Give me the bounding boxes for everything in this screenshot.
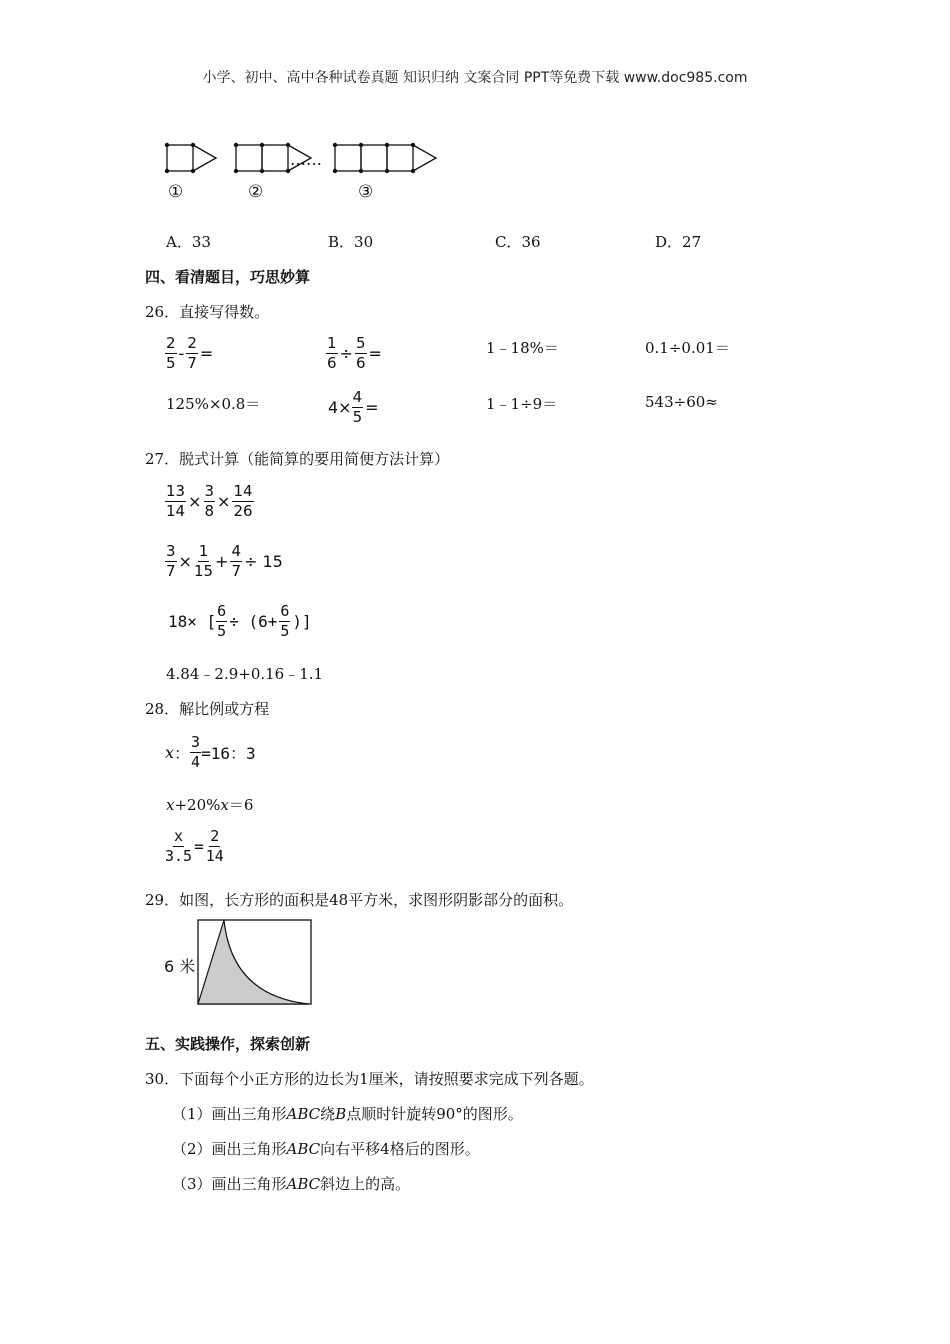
q27-expr-3: 18× [ $\frac{6}{5}$ ÷ (6+ $\frac{6}{5}$ )] xyxy=(168,602,312,640)
pattern-1-arrow xyxy=(193,145,216,171)
option-c: C．36 xyxy=(495,233,541,251)
pattern-label-2: ② xyxy=(248,182,264,202)
pattern-1-square xyxy=(167,145,193,171)
q26-expr-2: $\frac{1}{6}$ ÷ $\frac{5}{6}$ = xyxy=(327,334,382,372)
house-pattern-figure xyxy=(150,132,490,207)
option-b: B．30 xyxy=(328,233,374,251)
q30-title: 30．下面每个小正方形的边长为1厘米，请按照要求完成下列各题。 xyxy=(145,1070,594,1088)
q26-expr-1: $\frac{2}{5}$ - $\frac{2}{7}$ = xyxy=(166,334,214,372)
q28-expr-3: $\frac{x}{3.5}$ = $\frac{2}{14}$ xyxy=(165,827,224,865)
q30-item-2: （2）画出三角形ABC向右平移4格后的图形。 xyxy=(172,1140,480,1158)
q30-item-3: （3）画出三角形ABC斜边上的高。 xyxy=(172,1175,411,1193)
page-header: 小学、初中、高中各种试卷真题 知识归纳 文案合同 PPT等免费下载 www.doc985.com xyxy=(202,70,748,86)
q26-expr-3: 1﹣18%＝ xyxy=(486,339,559,357)
pattern-3-arrow xyxy=(413,145,436,171)
q26-expr-6: 4× $\frac{4}{5}$ = xyxy=(328,388,379,426)
option-a: A．33 xyxy=(166,233,211,251)
q30-item-1: （1）画出三角形ABC绕B点顺时针旋转90°的图形。 xyxy=(172,1105,523,1123)
q28-expr-2: x+20%x＝6 xyxy=(166,796,254,814)
q26-expr-5: 125%×0.8＝ xyxy=(166,395,261,413)
q27-title: 27．脱式计算（能简算的要用简便方法计算） xyxy=(145,450,450,468)
option-d: D．27 xyxy=(655,233,702,251)
q26-title: 26．直接写得数。 xyxy=(145,303,270,321)
q26-expr-4: 0.1÷0.01＝ xyxy=(645,339,730,357)
q27-expr-4: 4.84﹣2.9+0.16﹣1.1 xyxy=(166,665,324,683)
q29-side-label: 6 米 xyxy=(164,957,196,976)
q26-expr-8: 543÷60≈ xyxy=(645,393,718,411)
q29-rectangle-figure xyxy=(196,918,314,1008)
section-4-title: 四、看清题目，巧思妙算 xyxy=(145,268,311,286)
q28-expr-1: x ： $\frac{3}{4}$ =16：3 xyxy=(165,733,256,771)
shaded-region xyxy=(198,920,309,1004)
q27-expr-1: $\frac{13}{14}$ × $\frac{3}{8}$ × $\frac{14}{26}$ xyxy=(166,482,253,520)
pattern-label-3: ③ xyxy=(358,182,374,202)
q28-title: 28．解比例或方程 xyxy=(145,700,270,718)
q26-expr-7: 1﹣1÷9＝ xyxy=(486,395,558,413)
section-5-title: 五、实践操作，探索创新 xyxy=(145,1035,311,1053)
pattern-label-1: ① xyxy=(168,182,184,202)
q29-title: 29．如图，长方形的面积是48平方米，求图形阴影部分的面积。 xyxy=(145,891,574,909)
pattern-ellipsis: …… xyxy=(290,150,322,169)
q27-expr-2: $\frac{3}{7}$ × $\frac{1}{15}$ + $\frac{4}{7}$ ÷ 15 xyxy=(166,542,283,580)
